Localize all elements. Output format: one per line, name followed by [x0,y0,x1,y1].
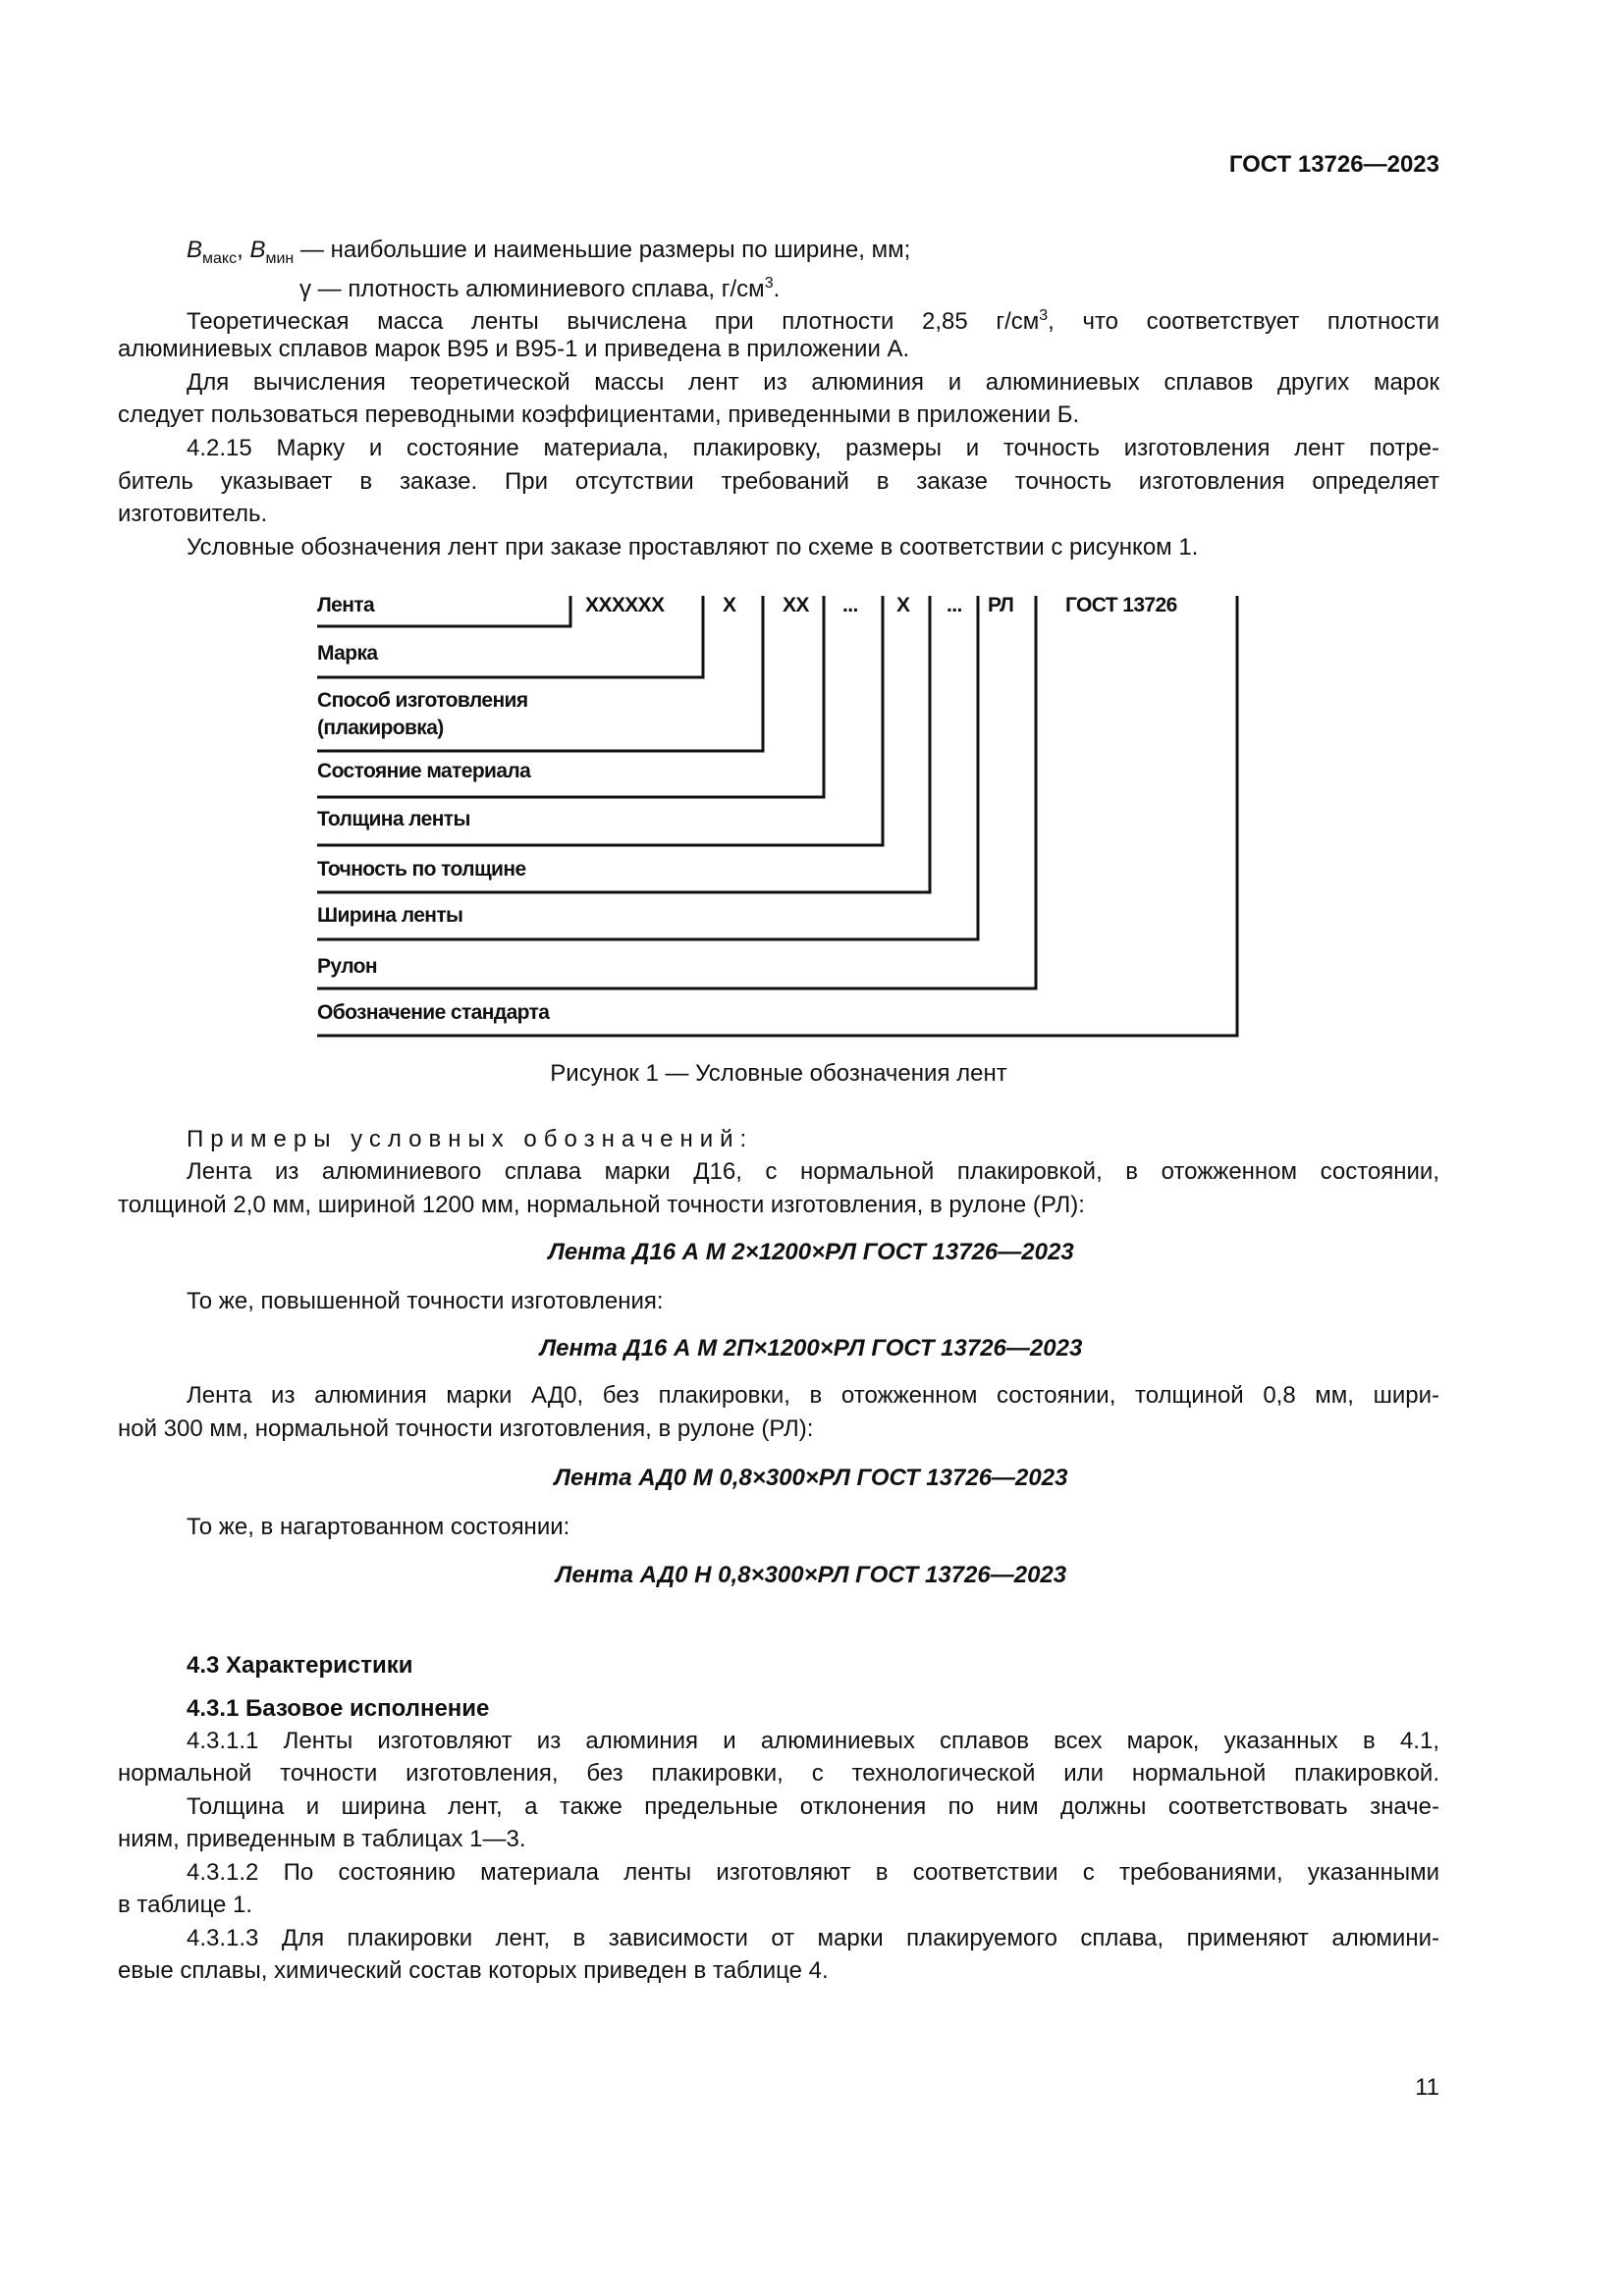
paragraph-line: нормальной точности изготовления, без плакировки, с технологической или нормальной плакировкой. [118,1760,1439,1787]
definition-b: $B_{макс}$, $B_{мин}$ — наибольшие и наименьшие размеры по ширине, мм; [187,237,911,267]
b-symbol: B [249,237,266,263]
head-mark: XXXXXX [585,594,665,616]
paragraph-line: Для вычисления теоретической массы лент из алюминия и алюминиевых сплавов других марок [187,369,1439,396]
paragraph-line: 4.3.1.3 Для плакировки лент, в зависимости от марки плакируемого сплава, применяют алюмини- [187,1925,1439,1951]
label-accuracy: Точность по толщине [317,858,526,881]
paragraph-line: ниям, приведенным в таблицах 1—3. [118,1826,526,1852]
example-code: Лента АД0 М 0,8×300×РЛ ГОСТ 13726—2023 [554,1465,1068,1491]
label-state: Состояние материала [317,760,531,782]
head-accuracy: X [896,594,910,616]
head-width: ... [947,594,962,616]
example-code: Лента Д16 А М 2П×1200×РЛ ГОСТ 13726—2023 [539,1335,1083,1362]
paragraph-line: ной 300 мм, нормальной точности изготовления, в рулоне (РЛ): [118,1415,814,1442]
section-heading-4-3-1: 4.3.1 Базовое исполнение [187,1695,490,1722]
gamma-sup: 3 [764,275,774,292]
sup: 3 [1039,307,1049,324]
paragraph-line: битель указывает в заказе. При отсутствии требований в заказе точность изготовления определяет [118,468,1439,495]
paragraph-line: Толщина и ширина лент, а также предельные отклонения по ним должны соответствовать значе- [187,1793,1439,1820]
section-heading-4-3: 4.3 Характеристики [187,1652,413,1679]
paragraph-line: 4.3.1.2 По состоянию материала ленты изготовляют в соответствии с требованиями, указанными [187,1859,1439,1886]
head-method: X [723,594,736,616]
paragraph-line: То же, в нагартованном состоянии: [187,1514,570,1540]
label-thickness: Толщина ленты [317,808,470,830]
b-desc: — наибольшие и наименьшие размеры по ширине, мм; [294,237,911,263]
paragraph-line: Лента из алюминиевого сплава марки Д16, с нормальной плакировкой, в отожженном состоянии, [187,1158,1439,1185]
paragraph-line: 4.2.15 Марку и состояние материала, плакировку, размеры и точность изготовления лент потре- [187,435,1439,461]
label-width: Ширина ленты [317,904,463,927]
head-thickness: ... [842,594,858,616]
paragraph-line: Условные обозначения лент при заказе проставляют по схеме в соответствии с рисунком 1. [187,534,1199,561]
head-state: XX [783,594,809,616]
label-mark: Марка [317,642,378,665]
label-cladding: (плакировка) [317,717,444,739]
paragraph-line: изготовитель. [118,501,268,527]
paragraph-line: алюминиевых сплавов марок В95 и В95-1 и приведена в приложении А. [118,336,910,362]
leader-line [317,596,1036,988]
paragraph-line: в таблице 1. [118,1892,253,1918]
label-tape: Лента [317,594,375,616]
figure-caption: Рисунок 1 — Условные обозначения лент [550,1060,1007,1087]
designation-scheme-figure [0,0,1624,1060]
document-id-header: ГОСТ 13726—2023 [1228,151,1439,178]
paragraph-line: толщиной 2,0 мм, шириной 1200 мм, нормальной точности изготовления, в рулоне (РЛ): [118,1192,1085,1218]
paragraph-line: Лента из алюминия марки АД0, без плакировки, в отожженном состоянии, толщиной 0,8 мм, шири- [187,1382,1439,1409]
gamma-text: γ — плотность алюминиевого сплава, г/см [299,276,765,302]
b-max-sub: макс [202,249,238,267]
head-roll: РЛ [988,594,1014,616]
label-method: Способ изготовления [317,689,528,712]
paragraph-line: евые сплавы, химический состав которых приведен в таблице 4. [118,1957,829,1984]
gamma-end: . [773,276,781,302]
b-symbol: B [187,237,203,263]
head-standard: ГОСТ 13726 [1065,594,1177,616]
text: Теоретическая масса ленты вычислена при плотности 2,85 г/см [187,308,1040,335]
label-standard: Обозначение стандарта [317,1001,550,1024]
b-min-sub: мин [265,249,295,267]
paragraph-line: 4.3.1.1 Ленты изготовляют из алюминия и алюминиевых сплавов всех марок, указанных в 4.1, [187,1728,1439,1754]
page-number: 11 [1415,2074,1439,2101]
example-code: Лента АД0 Н 0,8×300×РЛ ГОСТ 13726—2023 [555,1562,1067,1588]
example-code: Лента Д16 А М 2×1200×РЛ ГОСТ 13726—2023 [548,1239,1074,1265]
examples-title: Примеры условных обозначений: [187,1126,754,1152]
label-roll: Рулон [317,955,377,978]
paragraph-line: следует пользоваться переводными коэффициентами, приведенными в приложении Б. [118,401,1080,428]
text: , что соответствует плотности [1048,308,1440,335]
paragraph-line: То же, повышенной точности изготовления: [187,1288,664,1314]
leader-line [317,596,930,892]
